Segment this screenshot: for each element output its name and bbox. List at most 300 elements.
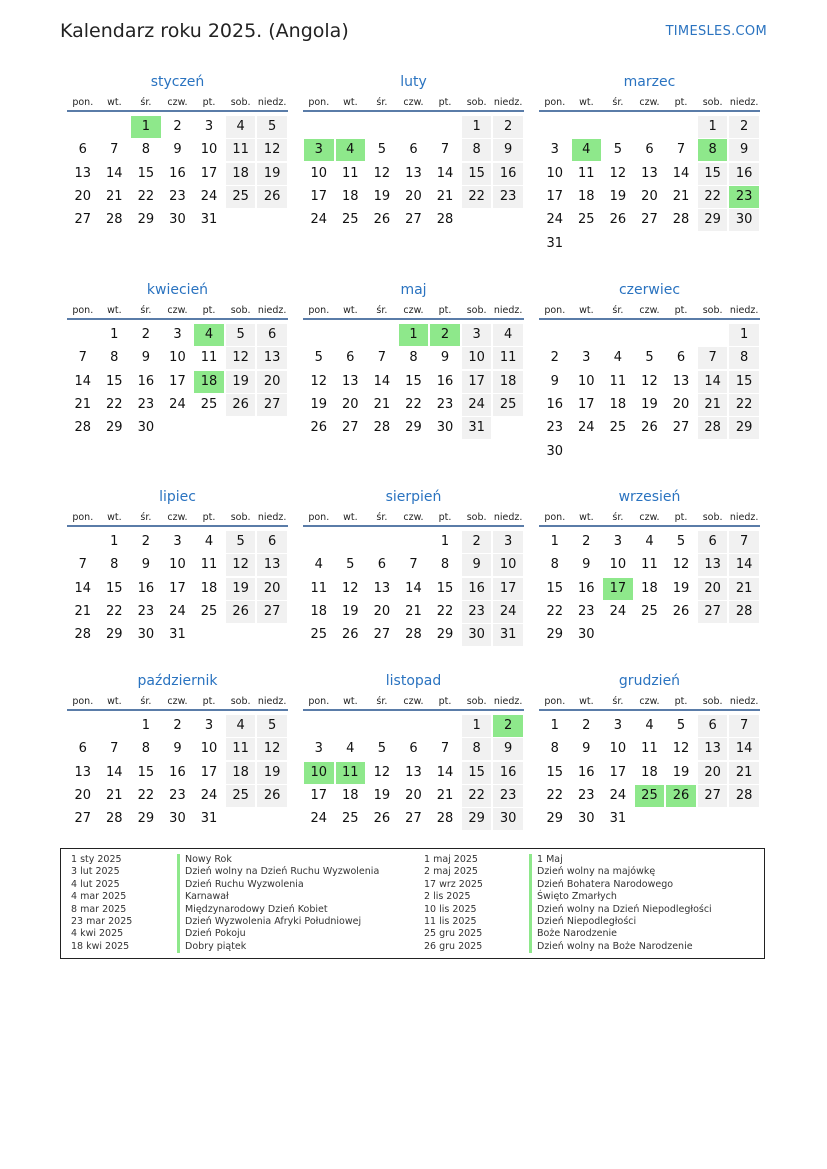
holiday-day-cell: 25 [635, 785, 665, 807]
weekday-label: czw. [167, 304, 188, 316]
day-cell: 20 [257, 371, 287, 393]
legend-date: 3 lut 2025 [71, 866, 120, 878]
day-cell: 4 [226, 116, 256, 138]
day-cell: 31 [546, 235, 564, 251]
weekday-label: niedz. [729, 511, 759, 523]
day-cell: 24 [169, 396, 186, 412]
weekday-header [303, 693, 524, 711]
day-cell: 15 [462, 762, 492, 784]
day-cell: 6 [409, 741, 418, 757]
day-cell: 12 [373, 165, 391, 181]
day-cell: 4 [613, 350, 623, 366]
day-cell: 25 [310, 627, 328, 643]
weekday-label: śr. [376, 304, 388, 316]
weekday-label: pt. [674, 96, 688, 108]
day-cell: 19 [226, 371, 256, 393]
day-cell: 18 [609, 396, 627, 412]
day-cell: 10 [200, 741, 218, 757]
day-cell: 12 [672, 557, 690, 573]
weekday-header [303, 302, 524, 320]
day-cell: 12 [641, 373, 658, 389]
day-cell: 14 [436, 764, 454, 780]
day-cell: 26 [257, 186, 287, 208]
day-cell: 16 [546, 396, 564, 412]
month-name: kwiecień [146, 282, 209, 298]
weekday-label: pt. [438, 96, 452, 108]
day-cell: 24 [169, 603, 186, 619]
weekday-label: wt. [343, 695, 358, 707]
day-cell: 21 [698, 394, 728, 416]
weekday-header [539, 693, 760, 711]
day-cell: 10 [493, 554, 523, 576]
holiday-legend [60, 848, 765, 959]
day-grid [539, 116, 760, 256]
day-cell: 5 [226, 531, 256, 553]
day-grid [539, 531, 760, 648]
day-grid [67, 324, 288, 441]
weekday-header [303, 94, 524, 112]
day-cell: 10 [169, 557, 186, 573]
day-cell: 31 [200, 212, 218, 228]
day-cell: 19 [226, 578, 256, 600]
legend-names-left [177, 854, 379, 953]
day-cell: 22 [462, 186, 492, 208]
day-cell: 18 [641, 580, 658, 596]
day-cell: 17 [169, 373, 186, 389]
weekday-label: pon. [72, 304, 94, 316]
day-cell: 5 [257, 715, 287, 737]
day-cell: 26 [226, 394, 256, 416]
day-cell: 16 [137, 580, 155, 596]
day-cell: 24 [310, 811, 328, 827]
month-name: styczeń [150, 74, 205, 90]
month-name: listopad [385, 673, 442, 689]
day-cell: 30 [137, 420, 155, 436]
day-cell: 10 [609, 557, 627, 573]
day-cell: 22 [698, 186, 728, 208]
day-cell: 2 [582, 534, 591, 549]
day-cell: 15 [546, 764, 564, 780]
day-cell: 18 [226, 163, 256, 185]
weekday-label: wt. [107, 96, 122, 108]
weekday-label: niedz. [493, 511, 523, 523]
holiday-day-cell: 4 [194, 324, 224, 346]
day-cell: 24 [609, 787, 627, 803]
legend-date: 17 wrz 2025 [424, 878, 483, 890]
weekday-label: śr. [612, 695, 624, 707]
weekday-label: czw. [639, 96, 660, 108]
day-cell: 7 [78, 557, 87, 573]
weekday-label: pt. [202, 511, 216, 523]
day-cell: 17 [310, 787, 328, 803]
day-cell: 2 [462, 531, 492, 553]
day-cell: 18 [342, 787, 359, 803]
day-cell: 20 [74, 787, 92, 803]
day-cell: 20 [698, 578, 728, 600]
day-grid [539, 324, 760, 464]
day-cell: 9 [582, 557, 591, 573]
day-cell: 19 [257, 163, 287, 185]
day-cell: 30 [546, 443, 564, 459]
day-cell: 3 [550, 142, 559, 158]
month-name: lipiec [159, 489, 196, 505]
holiday-day-cell: 18 [194, 371, 224, 393]
day-cell: 25 [609, 420, 627, 436]
weekday-label: niedz. [493, 695, 523, 707]
day-cell: 14 [436, 165, 454, 181]
day-cell: 20 [405, 787, 422, 803]
day-cell: 6 [645, 142, 654, 158]
day-grid [303, 324, 524, 441]
day-cell: 27 [405, 212, 422, 228]
day-cell: 9 [141, 350, 151, 366]
day-cell: 14 [672, 165, 690, 181]
day-cell: 8 [440, 557, 450, 573]
legend-date: 26 gru 2025 [424, 940, 483, 952]
weekday-label: wt. [343, 96, 358, 108]
day-cell: 14 [74, 373, 92, 389]
day-cell: 23 [137, 603, 155, 619]
day-cell: 19 [609, 188, 627, 204]
day-cell: 30 [729, 209, 759, 231]
day-grid [67, 715, 288, 832]
month-5 [303, 280, 524, 441]
page-title: Kalendarz roku 2025. (Angola) [60, 20, 349, 42]
day-cell: 12 [226, 347, 256, 369]
holiday-day-cell: 2 [493, 715, 523, 737]
day-cell: 27 [74, 212, 92, 228]
day-cell: 25 [226, 186, 256, 208]
day-cell: 9 [440, 350, 450, 366]
day-cell: 24 [200, 188, 218, 204]
day-cell: 20 [342, 396, 359, 412]
weekday-label: śr. [376, 511, 388, 523]
day-cell: 17 [200, 165, 218, 181]
holiday-day-cell: 10 [304, 762, 334, 784]
day-cell: 30 [436, 420, 454, 436]
day-cell: 10 [200, 142, 218, 158]
day-cell: 14 [729, 738, 759, 760]
month-6 [539, 280, 760, 464]
day-cell: 24 [609, 603, 627, 619]
day-cell: 30 [169, 811, 186, 827]
legend-holiday-name: Dzień wolny na Dzień Niepodległości [529, 904, 712, 916]
day-cell: 12 [342, 580, 359, 596]
weekday-label: pt. [674, 695, 688, 707]
day-cell: 27 [698, 601, 728, 623]
weekday-label: sob. [466, 511, 487, 523]
day-cell: 6 [676, 350, 686, 366]
day-cell: 12 [310, 373, 328, 389]
day-cell: 10 [462, 347, 492, 369]
day-cell: 12 [609, 165, 627, 181]
weekday-header [67, 509, 288, 527]
day-cell: 28 [729, 785, 759, 807]
day-cell: 7 [110, 142, 119, 158]
month-8 [303, 487, 524, 648]
day-cell: 28 [436, 212, 454, 228]
day-cell: 8 [729, 347, 759, 369]
day-cell: 28 [106, 212, 123, 228]
day-cell: 20 [257, 578, 287, 600]
weekday-label: pon. [544, 511, 566, 523]
day-cell: 14 [106, 764, 123, 780]
day-cell: 7 [440, 142, 450, 158]
weekday-label: pon. [544, 695, 566, 707]
day-cell: 13 [405, 165, 422, 181]
weekday-label: niedz. [493, 304, 523, 316]
legend-names-right [529, 854, 712, 953]
weekday-label: sob. [230, 96, 251, 108]
day-cell: 16 [169, 764, 186, 780]
day-cell: 31 [493, 624, 523, 646]
weekday-label: pon. [308, 304, 330, 316]
day-cell: 12 [226, 554, 256, 576]
day-cell: 2 [550, 350, 559, 366]
weekday-label: śr. [612, 511, 624, 523]
day-cell: 28 [698, 417, 728, 439]
month-7 [67, 487, 288, 648]
legend-holiday-name: Nowy Rok [177, 854, 379, 866]
day-grid [303, 531, 524, 648]
day-cell: 7 [110, 741, 119, 757]
day-cell: 3 [173, 534, 182, 549]
day-cell: 10 [310, 165, 328, 181]
day-cell: 17 [169, 580, 186, 596]
day-cell: 24 [578, 420, 595, 436]
weekday-header [67, 302, 288, 320]
month-name: grudzień [618, 673, 681, 689]
day-cell: 17 [546, 188, 564, 204]
day-cell: 10 [578, 373, 595, 389]
day-cell: 6 [698, 531, 728, 553]
day-cell: 4 [493, 324, 523, 346]
weekday-label: pt. [438, 511, 452, 523]
weekday-label: wt. [343, 304, 358, 316]
weekday-label: sob. [466, 96, 487, 108]
day-cell: 9 [141, 557, 151, 573]
day-grid [67, 531, 288, 648]
day-cell: 18 [342, 188, 359, 204]
legend-holiday-name: Międzynarodowy Dzień Kobiet [177, 904, 379, 916]
day-cell: 28 [74, 420, 92, 436]
day-cell: 3 [173, 327, 182, 342]
weekday-label: sob. [230, 511, 251, 523]
day-cell: 3 [204, 718, 214, 733]
day-cell: 17 [310, 188, 328, 204]
day-cell: 25 [200, 396, 218, 412]
day-cell: 23 [493, 186, 523, 208]
legend-holiday-name: Dobry piątek [177, 941, 379, 953]
legend-date: 18 kwi 2025 [71, 940, 130, 952]
day-cell: 10 [546, 165, 564, 181]
day-cell: 6 [78, 741, 87, 757]
day-cell: 24 [462, 394, 492, 416]
weekday-label: pt. [202, 304, 216, 316]
day-cell: 25 [342, 811, 359, 827]
day-cell: 17 [493, 578, 523, 600]
legend-holiday-name: Karnawał [177, 891, 379, 903]
day-cell: 18 [226, 762, 256, 784]
day-cell: 5 [645, 350, 654, 366]
day-cell: 25 [578, 212, 595, 228]
day-cell: 23 [546, 420, 564, 436]
weekday-label: śr. [612, 304, 624, 316]
legend-holiday-name: Dzień Pokoju [177, 928, 379, 940]
day-cell: 20 [405, 188, 422, 204]
day-cell: 15 [106, 373, 123, 389]
day-cell: 27 [672, 420, 690, 436]
day-cell: 21 [729, 578, 759, 600]
day-cell: 25 [226, 785, 256, 807]
weekday-header [539, 302, 760, 320]
day-cell: 3 [493, 531, 523, 553]
day-cell: 1 [141, 718, 151, 733]
day-cell: 11 [609, 373, 627, 389]
day-cell: 2 [493, 116, 523, 138]
day-cell: 16 [169, 165, 186, 181]
day-cell: 5 [676, 534, 686, 549]
day-cell: 16 [462, 578, 492, 600]
day-cell: 22 [462, 785, 492, 807]
day-cell: 14 [729, 554, 759, 576]
day-cell: 28 [106, 811, 123, 827]
day-cell: 18 [641, 764, 658, 780]
legend-holiday-name: Dzień Niepodległości [529, 916, 712, 928]
day-cell: 13 [342, 373, 359, 389]
legend-date: 25 gru 2025 [424, 928, 483, 940]
month-9 [539, 487, 760, 648]
day-cell: 19 [641, 396, 658, 412]
day-cell: 4 [645, 534, 654, 549]
day-grid [539, 715, 760, 832]
day-cell: 18 [578, 188, 595, 204]
holiday-day-cell: 17 [603, 578, 633, 600]
day-cell: 13 [641, 165, 658, 181]
day-cell: 23 [137, 396, 155, 412]
holiday-day-cell: 4 [336, 139, 366, 161]
day-cell: 17 [462, 371, 492, 393]
day-cell: 20 [74, 188, 92, 204]
day-cell: 13 [257, 554, 287, 576]
day-cell: 22 [137, 787, 155, 803]
day-cell: 20 [698, 762, 728, 784]
day-cell: 4 [346, 741, 355, 757]
day-cell: 26 [609, 212, 627, 228]
day-cell: 29 [137, 212, 155, 228]
weekday-label: śr. [140, 695, 152, 707]
legend-date: 2 maj 2025 [424, 866, 478, 878]
weekday-label: niedz. [729, 695, 759, 707]
day-cell: 15 [462, 163, 492, 185]
day-cell: 3 [582, 350, 591, 366]
holiday-day-cell: 2 [430, 324, 460, 346]
weekday-label: pt. [674, 304, 688, 316]
site-logo[interactable]: TIMESLES.COM [665, 24, 767, 39]
day-cell: 30 [578, 627, 595, 643]
day-cell: 21 [405, 603, 422, 619]
day-cell: 21 [373, 396, 391, 412]
weekday-label: pt. [674, 511, 688, 523]
day-cell: 2 [582, 718, 591, 733]
day-cell: 21 [436, 188, 454, 204]
legend-dates-left [71, 854, 132, 953]
day-cell: 3 [204, 119, 214, 134]
weekday-label: czw. [403, 511, 424, 523]
weekday-label: wt. [107, 695, 122, 707]
month-name: październik [137, 673, 218, 689]
day-cell: 9 [462, 554, 492, 576]
day-cell: 31 [609, 811, 627, 827]
day-cell: 27 [698, 785, 728, 807]
day-cell: 1 [729, 324, 759, 346]
holiday-day-cell: 1 [131, 116, 161, 138]
day-cell: 15 [546, 580, 564, 596]
day-cell: 2 [141, 327, 151, 342]
legend-holiday-name: Dzień wolny na majówkę [529, 866, 712, 878]
day-cell: 3 [613, 534, 623, 549]
day-cell: 16 [436, 373, 454, 389]
weekday-label: wt. [579, 511, 594, 523]
weekday-header [303, 509, 524, 527]
weekday-label: niedz. [257, 304, 287, 316]
day-cell: 1 [698, 116, 728, 138]
day-cell: 26 [373, 212, 391, 228]
day-cell: 30 [137, 627, 155, 643]
weekday-label: pt. [438, 695, 452, 707]
month-1 [67, 72, 288, 233]
day-cell: 23 [578, 603, 595, 619]
legend-holiday-name: Boże Narodzenie [529, 928, 712, 940]
day-cell: 22 [106, 396, 123, 412]
day-grid [303, 715, 524, 832]
weekday-label: czw. [639, 695, 660, 707]
day-cell: 26 [226, 601, 256, 623]
day-grid [303, 116, 524, 233]
day-cell: 25 [342, 212, 359, 228]
day-cell: 19 [672, 764, 690, 780]
day-cell: 13 [698, 554, 728, 576]
day-cell: 15 [698, 163, 728, 185]
holiday-day-cell: 1 [399, 324, 429, 346]
weekday-label: pon. [72, 96, 94, 108]
day-cell: 21 [106, 787, 123, 803]
day-cell: 29 [546, 627, 564, 643]
day-cell: 4 [204, 534, 214, 549]
day-cell: 5 [226, 324, 256, 346]
day-cell: 23 [578, 787, 595, 803]
day-cell: 14 [373, 373, 391, 389]
day-cell: 18 [310, 603, 328, 619]
day-cell: 20 [641, 188, 658, 204]
weekday-label: czw. [167, 695, 188, 707]
day-cell: 6 [78, 142, 87, 158]
day-cell: 12 [257, 738, 287, 760]
day-cell: 30 [578, 811, 595, 827]
day-cell: 9 [493, 139, 523, 161]
weekday-label: wt. [579, 96, 594, 108]
day-cell: 23 [436, 396, 454, 412]
day-cell: 22 [729, 394, 759, 416]
day-cell: 6 [377, 557, 387, 573]
legend-date: 11 lis 2025 [424, 915, 477, 927]
month-name: marzec [623, 74, 676, 90]
weekday-label: sob. [466, 304, 487, 316]
weekday-label: wt. [579, 695, 594, 707]
day-cell: 29 [106, 420, 123, 436]
day-cell: 29 [106, 627, 123, 643]
weekday-label: wt. [107, 511, 122, 523]
